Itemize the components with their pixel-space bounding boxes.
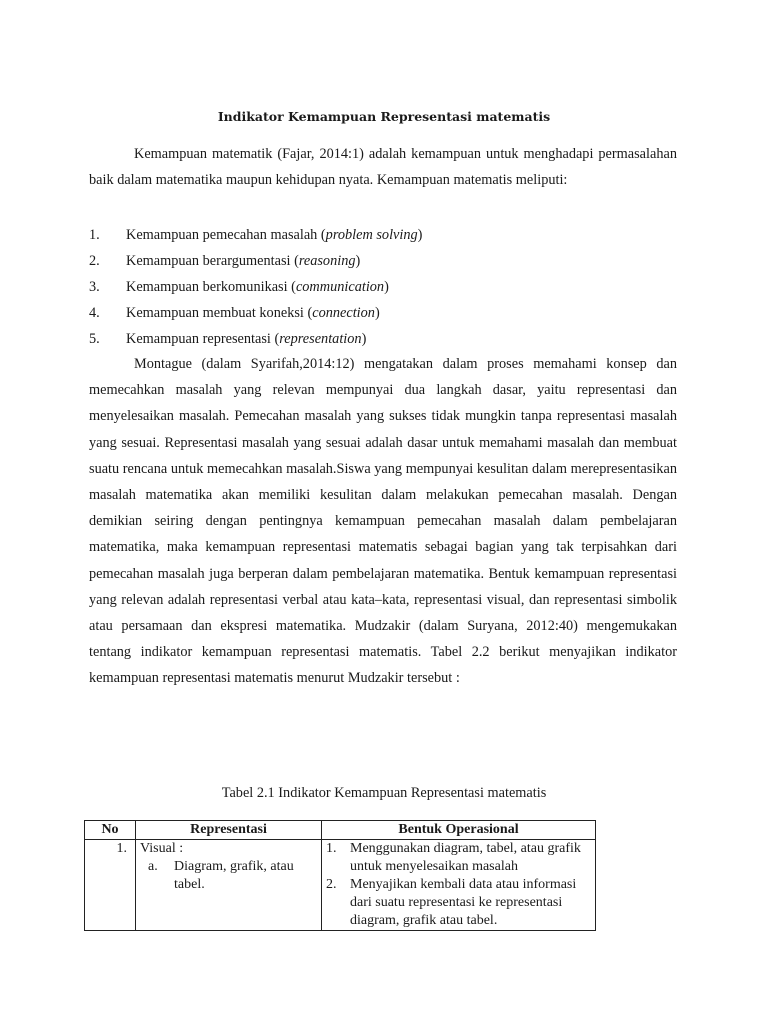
header-representasi: Representasi (136, 821, 322, 840)
intro-paragraph: Kemampuan matematik (Fajar, 2014:1) adalah kemampuan untuk menghadapi permasalahan baik dalam matematika maupun kehidupan nyata. Kemampuan matematis meliputi: (89, 146, 677, 188)
list-item: 5. Kemampuan representasi (representation) (89, 331, 367, 347)
row-bentuk-operasional (322, 840, 596, 931)
list-item: 1. Kemampuan pemecahan masalah (problem solving) (89, 227, 423, 243)
header-no: No (85, 821, 136, 840)
header-bentuk-operasional: Bentuk Operasional (322, 821, 596, 840)
table-header-row (85, 821, 596, 840)
row-number: 1. (85, 840, 136, 931)
operation-item: 1. Menggunakan diagram, tabel, atau grafik untuk menyelesaikan masalah (326, 841, 581, 874)
sub-item: a. Diagram, grafik, atau tabel. (148, 859, 294, 892)
list-item: 4. Kemampuan membuat koneksi (connection) (89, 305, 380, 321)
row-representasi: Visual : a. Diagram, grafik, atau tabel. (136, 840, 322, 931)
indicator-table (84, 820, 596, 931)
list-item: 3. Kemampuan berkomunikasi (communication) (89, 279, 389, 295)
list-item: 2. Kemampuan berargumentasi (reasoning) (89, 253, 361, 269)
page-title: Indikator Kemampuan Representasi matematis (217, 109, 551, 124)
table-row (85, 840, 596, 931)
body-paragraph: Montague (dalam Syarifah,2014:12) mengatakan dalam proses memahami konsep dan memecahkan masalah yang relevan mempunyai dua langkah dasar, yaitu representasi dan menyelesaikan masalah. Pemecahan masalah yang sukses tidak mungkin tanpa representasi masalah yang sesuai. Representasi masalah yang sesuai adalah dasar untuk memahami masalah dan membuat suatu rencana untuk memecahkan masalah.Siswa yang mempunyai kesulitan dalam merepresentasikan masalah matematika akan memiliki kesulitan dalam melakukan pemecahan masalah. Dengan demikian seiring dengan pentingnya kemampuan pemecahan masalah dalam pembelajaran matematika, maka kemampuan representasi matematis sebagai bagian yang tak terpisahkan dari pemecahan masalah juga berperan dalam pembelajaran matematika. Bentuk kemampuan representasi yang relevan adalah representasi verbal atau kata–kata, representasi visual, dan representasi simbolik atau persamaan dan ekspresi matematika. Mudzakir (dalam Suryana, 2012:40) mengemukakan tentang indikator kemampuan representasi matematis. Tabel 2.2 berikut menyajikan indikator kemampuan representasi matematis menurut Mudzakir tersebut : (89, 356, 677, 687)
table-caption: Tabel 2.1 Indikator Kemampuan Representasi matematis (221, 785, 547, 801)
abilities-list (89, 222, 677, 352)
operation-item: 2. Menyajikan kembali data atau informasi dari suatu representasi ke representasi diagram, grafik atau tabel. (326, 877, 577, 928)
